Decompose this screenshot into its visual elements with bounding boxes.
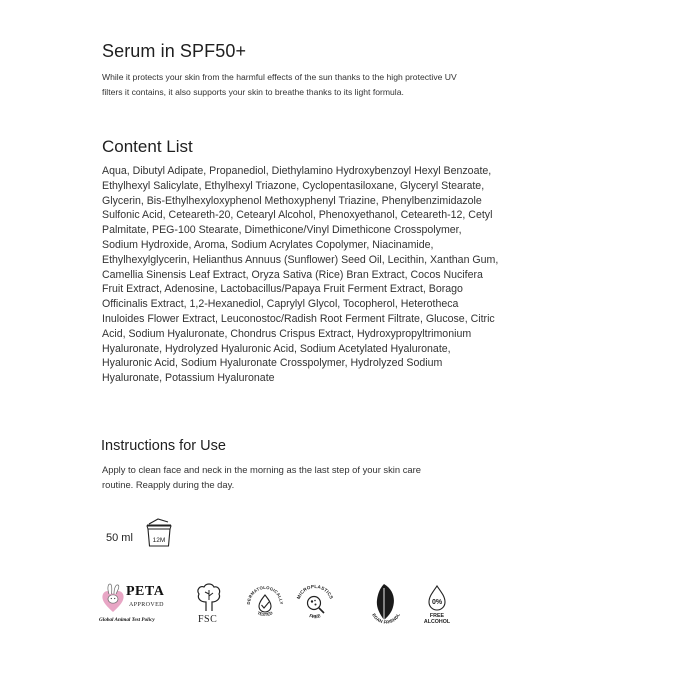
volume-label: 50 ml <box>106 532 133 544</box>
dermatologically-tested-icon <box>244 580 286 626</box>
fsc-badge <box>192 580 226 628</box>
pao-label: 12M <box>152 537 166 544</box>
svg-text:MICROPLASTICS: MICROPLASTICS <box>295 583 335 600</box>
microplastics-free-badge <box>293 580 337 628</box>
vegan-friendly-badge <box>364 580 408 628</box>
fsc-tree-icon <box>192 580 226 614</box>
peta-bunny-heart-icon <box>100 582 126 616</box>
pao-jar-icon <box>144 516 174 550</box>
microplastics-free-icon <box>293 580 337 628</box>
ingredients-list: Aqua, Dibutyl Adipate, Propanediol, Diethylamino Hydroxybenzoyl Hexyl Benzoate, Ethylhexyl Salicylate, Ethylhexyl Triazone, Cyclopentasiloxane, Glyceryl Stearate, Glycerin, Bis-Ethylhexyloxyphenol Methoxyphenyl Triazine, Phenylbenzimidazole Sulfonic Acid, Ceteareth-20, Cetearyl Alcohol, Phenoxyethanol, Ceteareth-12, Cetyl Palmitate, PEG-100 Stearate, Dimethicone/Vinyl Dimethicone Crosspolymer, Sodium Hydroxide, Aroma, Sodium Acrylates Copolymer, Niacinamide, Ethylhexylglycerin, Helianthus Annuus (Sunflower) Seed Oil, Lecithin, Xanthan Gum, Camellia Sinensis Leaf Extract, Oryza Sativa (Rice) Bran Extract, Cocos Nucifera Fruit Extract, Adenosine, Lactobacillus/Papaya Fruit Ferment Extract, Borago Officinalis Extract, 1,2-Hexanediol, Caprylyl Glycol, Tocopherol, Heterotheca Inuloides Flower Extract, Leuconostoc/Radish Root Ferment Filtrate, Glucose, Citric Acid, Sodium Hyaluronate, Chondrus Crispus Extract, Hydroxypropyltrimonium Hyaluronate, Hydrolyzed Hyaluronic Acid, Sodium Acetylated Hyaluronate, Hyaluronic Acid, Sodium Hyaluronate Crosspolymer, Hydrolyzed Sodium Hyaluronate, Potassium Hyaluronate <box>102 165 499 385</box>
content-list-heading: Content List <box>102 137 193 156</box>
alcohol-free-badge <box>422 580 452 628</box>
svg-text:TESTED: TESTED <box>256 610 274 618</box>
peta-policy-label: Global Animal Test Policy <box>99 617 155 623</box>
peta-badge <box>96 580 174 628</box>
dermatologically-tested-badge <box>244 580 286 628</box>
vegan-leaf-icon <box>364 580 408 630</box>
peta-approved-label: APPROVED <box>129 602 164 608</box>
peta-word: PETA <box>126 584 165 599</box>
instructions-text: Apply to clean face and neck in the morning as the last step of your skin care routine. Reapply during the day. <box>102 464 421 490</box>
product-description: While it protects your skin from the harmful effects of the sun thanks to the high protective UV filters it contains, it also supports your skin to breathe thanks to its light formula. <box>102 72 457 97</box>
instructions-heading: Instructions for Use <box>101 438 226 454</box>
svg-text:VEGAN FRIENDLY: EGAN FRIENDL <box>371 612 401 625</box>
drop-icon <box>422 583 452 613</box>
product-title: Serum in SPF50+ <box>102 41 247 61</box>
fsc-label: FSC <box>198 614 218 625</box>
svg-text:DERMATOLOGICALLY: DERMATOLOGICALLY <box>245 584 285 605</box>
svg-text:FREE: FREE <box>308 613 322 620</box>
certification-badges <box>96 580 456 630</box>
alcohol-word-label: ALCOHOL <box>423 619 451 625</box>
alcohol-free-label: FREE <box>429 613 445 619</box>
alcohol-percent: 0% <box>431 599 443 606</box>
